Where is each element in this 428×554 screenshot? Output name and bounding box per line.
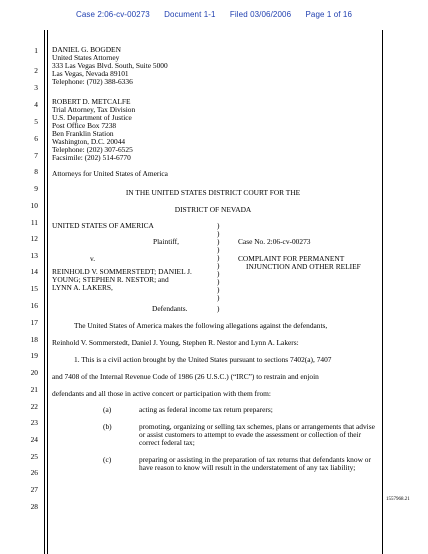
caption-paren: ) <box>217 253 220 262</box>
defendants-names: REINHOLD V. SOMMERSTEDT; DANIEL J. <box>52 267 192 276</box>
line-number: 2 <box>34 66 38 75</box>
paragraph-1: and 7408 of the Internal Revenue Code of 1986 (26 U.S.C.) (“IRC”) to restrain and enjoin <box>52 372 319 381</box>
attorney-address: Ben Franklin Station <box>52 129 114 138</box>
line-number: 20 <box>30 368 38 377</box>
caption-paren: ) <box>217 285 220 294</box>
caption-paren: ) <box>217 245 220 254</box>
defendants-label: Defendants. <box>152 304 188 313</box>
line-number: 8 <box>34 167 38 176</box>
document-id: 1557968.21 <box>386 497 410 502</box>
complaint-title: INJUNCTION AND OTHER RELIEF <box>246 262 361 271</box>
line-number: 23 <box>30 418 38 427</box>
caption-paren: ) <box>217 221 220 230</box>
attorney-title: United States Attorney <box>52 53 120 62</box>
list-item-text: acting as federal income tax return preparers; <box>139 405 273 414</box>
line-number: 28 <box>30 502 38 511</box>
defendants-names: LYNN A. LAKERS, <box>52 283 113 292</box>
attorney-title: Trial Attorney, Tax Division <box>52 105 136 114</box>
attorney-name: ROBERT D. METCALFE <box>52 97 131 106</box>
attorney-phone: Telephone: (702) 388-6336 <box>52 77 133 86</box>
line-number: 1 <box>34 46 38 55</box>
list-item-label: (b) <box>103 422 112 431</box>
line-number: 21 <box>30 385 38 394</box>
attorney-phone: Telephone: (202) 307-6525 <box>52 145 133 154</box>
line-number: 27 <box>30 485 38 494</box>
header-page-count: Page 1 of 16 <box>305 10 353 19</box>
line-number: 10 <box>30 201 38 210</box>
plaintiff-label: Plaintiff, <box>153 237 179 246</box>
line-number: 15 <box>30 284 38 293</box>
line-number: 26 <box>30 468 38 477</box>
line-number: 5 <box>34 117 38 126</box>
line-number: 3 <box>34 83 38 92</box>
list-item-text: preparing or assisting in the preparation of tax returns that defendants know or have reason to know will result in the understatement of any tax liability; <box>139 455 371 472</box>
line-number: 12 <box>30 234 38 243</box>
line-number: 17 <box>30 318 38 327</box>
line-number: 7 <box>34 151 38 160</box>
line-number: 11 <box>30 218 38 227</box>
list-item-label: (c) <box>103 455 112 464</box>
caption-paren: ) <box>217 277 220 286</box>
header-filed-date: Filed 03/06/2006 <box>229 10 292 19</box>
attorney-address: Washington, D.C. 20044 <box>52 137 126 146</box>
line-number: 6 <box>34 134 38 143</box>
attorney-address: Las Vegas, Nevada 89101 <box>52 69 129 78</box>
line-number: 14 <box>30 267 38 276</box>
line-number: 13 <box>30 251 38 260</box>
attorney-address: 333 Las Vegas Blvd. South, Suite 5000 <box>52 61 168 70</box>
caption-paren: ) <box>217 237 220 246</box>
caption-paren: ) <box>217 269 220 278</box>
list-item-text: promoting, organizing or selling tax schemes, plans or arrangements that advise or assist customers to attempt to evade the assessment or collection of their correct federal tax; <box>139 422 375 447</box>
caption-paren: ) <box>217 304 220 313</box>
caption-paren: ) <box>217 261 220 270</box>
line-number: 18 <box>30 335 38 344</box>
case-number: Case No. 2:06-cv-00273 <box>238 237 311 246</box>
left-margin-rule <box>44 30 45 554</box>
line-number: 9 <box>34 184 38 193</box>
attorney-name: DANIEL G. BOGDEN <box>52 45 121 54</box>
court-title: IN THE UNITED STATES DISTRICT COURT FOR THE <box>125 188 301 197</box>
caption-paren: ) <box>217 229 220 238</box>
line-number: 19 <box>30 351 38 360</box>
attorneys-for: Attorneys for United States of America <box>52 169 168 178</box>
complaint-title: COMPLAINT FOR PERMANENT <box>238 254 345 263</box>
paragraph-1: 1. This is a civil action brought by the United States pursuant to sections 7402(a), 7407 <box>74 355 332 364</box>
attorney-address: Post Office Box 7238 <box>52 121 117 130</box>
attorney-department: U.S. Department of Justice <box>52 113 132 122</box>
intro-paragraph: Reinhold V. Sommerstedt, Daniel J. Young, Stephen R. Nestor and Lynn A. Lakers: <box>52 338 299 347</box>
line-number: 16 <box>30 301 38 310</box>
header-document-number: Document 1-1 <box>164 10 216 19</box>
paragraph-1: defendants and all those in active concert or participation with them from: <box>52 389 271 398</box>
caption-paren: ) <box>217 293 220 302</box>
header-case-number: Case 2:06-cv-00273 <box>75 10 150 19</box>
line-number: 4 <box>34 100 38 109</box>
ecf-header <box>0 10 428 19</box>
left-margin-rule-inner <box>47 30 48 554</box>
line-number: 22 <box>30 402 38 411</box>
court-district: DISTRICT OF NEVADA <box>174 205 252 214</box>
right-margin-rule <box>382 30 383 554</box>
line-number: 24 <box>30 435 38 444</box>
defendants-names: YOUNG; STEPHEN R. NESTOR; and <box>52 275 169 284</box>
line-number: 25 <box>30 452 38 461</box>
intro-paragraph: The United States of America makes the following allegations against the defendants, <box>74 321 328 330</box>
list-item-label: (a) <box>103 405 112 414</box>
versus: v. <box>90 254 96 263</box>
attorney-fax: Facsimile: (202) 514-6770 <box>52 153 131 162</box>
plaintiff-name: UNITED STATES OF AMERICA <box>52 221 154 230</box>
